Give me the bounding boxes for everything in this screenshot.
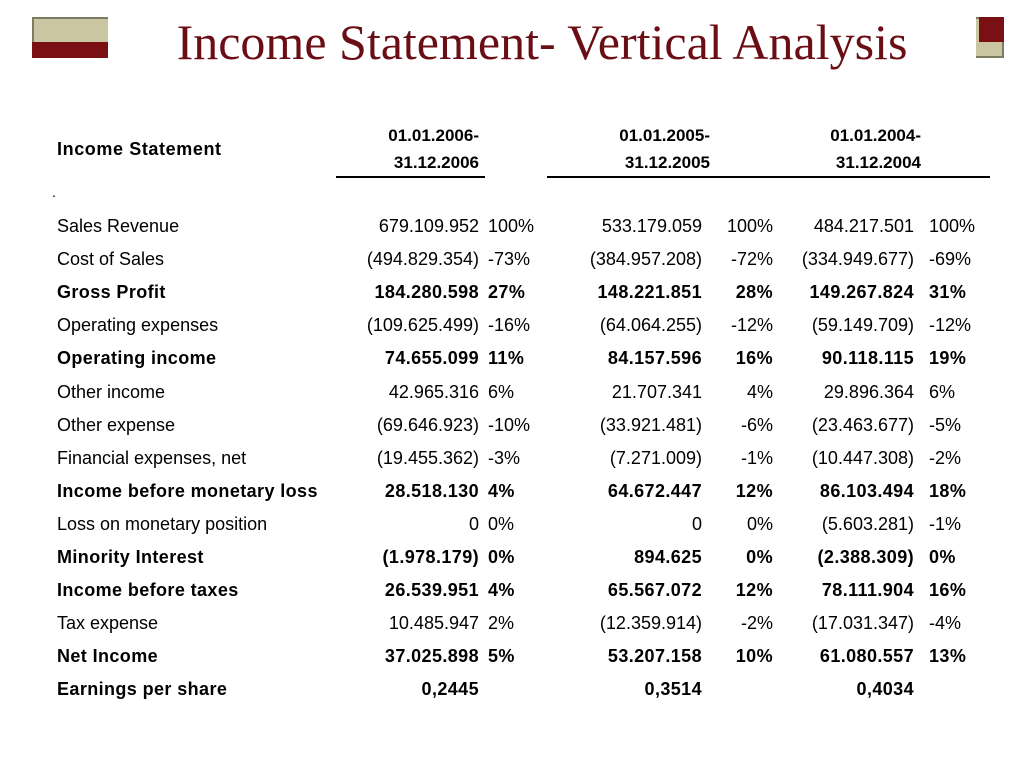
percent-2006: 11% — [488, 348, 525, 368]
value-2005: (384.957.208) — [589, 249, 702, 269]
row-label: Tax expense — [57, 613, 159, 633]
row-label: Net Income — [57, 646, 159, 666]
value-2006: 679.109.952 — [378, 216, 479, 236]
row-label: Gross Profit — [57, 282, 166, 302]
value-2004: 78.111.904 — [821, 580, 914, 600]
percent-2005: 0% — [746, 514, 773, 534]
period-2006-end: 31.12.2006 — [393, 153, 479, 172]
percent-2004: 31% — [929, 282, 967, 302]
row-label: Cost of Sales — [57, 249, 165, 269]
percent-2004: -2% — [929, 448, 962, 468]
slide-title: Income Statement- Vertical Analysis — [176, 14, 908, 70]
value-2006: 74.655.099 — [384, 348, 479, 368]
value-2005: 0,3514 — [644, 679, 702, 699]
percent-2004: 6% — [929, 382, 956, 402]
value-2005: 21.707.341 — [611, 382, 702, 402]
percent-2004: 16% — [929, 580, 967, 600]
value-2004: 149.267.824 — [809, 282, 914, 302]
table-header-label: Income Statement — [57, 139, 222, 159]
value-2004: 29.896.364 — [823, 382, 914, 402]
value-2004: (23.463.677) — [811, 415, 914, 435]
period-2004-end: 31.12.2004 — [835, 153, 921, 172]
percent-2004: -69% — [929, 249, 972, 269]
percent-2005: 100% — [726, 216, 773, 236]
value-2004: (17.031.347) — [811, 613, 914, 633]
percent-2006: 4% — [488, 481, 515, 501]
period-2006-start: 01.01.2006- — [388, 126, 479, 145]
percent-2006: 0% — [488, 547, 515, 567]
percent-2005: -2% — [740, 613, 773, 633]
percent-2004: -1% — [929, 514, 962, 534]
row-label: Sales Revenue — [57, 216, 180, 236]
header-rule-2006 — [336, 176, 485, 178]
value-2004: (10.447.308) — [811, 448, 914, 468]
value-2005: 64.672.447 — [607, 481, 702, 501]
percent-2006: 2% — [488, 613, 515, 633]
percent-2004: -12% — [929, 315, 972, 335]
value-2005: 84.157.596 — [607, 348, 702, 368]
percent-2004: 19% — [929, 348, 967, 368]
value-2005: (7.271.009) — [609, 448, 702, 468]
row-label: Financial expenses, net — [57, 448, 247, 468]
percent-2005: 10% — [735, 646, 773, 666]
value-2005: 0 — [691, 514, 702, 534]
value-2006: 26.539.951 — [384, 580, 479, 600]
period-2005-start: 01.01.2005- — [619, 126, 710, 145]
value-2006: 42.965.316 — [388, 382, 479, 402]
value-2005: 148.221.851 — [597, 282, 702, 302]
percent-2005: 28% — [735, 282, 773, 302]
percent-2005: -1% — [740, 448, 773, 468]
percent-2006: 27% — [488, 282, 526, 302]
value-2006: 0 — [468, 514, 479, 534]
value-2006: (1.978.179) — [382, 547, 479, 567]
percent-2006: -3% — [488, 448, 521, 468]
value-2006: 0,2445 — [421, 679, 479, 699]
row-label: Other income — [57, 382, 166, 402]
value-2005: 533.179.059 — [601, 216, 702, 236]
value-2006: (494.829.354) — [366, 249, 479, 269]
value-2004: (59.149.709) — [811, 315, 914, 335]
percent-2006: -16% — [488, 315, 531, 335]
percent-2005: 4% — [746, 382, 773, 402]
percent-2004: 0% — [929, 547, 956, 567]
percent-2005: 12% — [735, 481, 773, 501]
value-2005: (33.921.481) — [599, 415, 702, 435]
percent-2006: 100% — [488, 216, 535, 236]
percent-2006: -10% — [488, 415, 531, 435]
percent-2005: 0% — [746, 547, 773, 567]
value-2004: 90.118.115 — [821, 348, 914, 368]
percent-2006: 4% — [488, 580, 515, 600]
row-label: Operating expenses — [57, 315, 219, 335]
value-2006: (19.455.362) — [376, 448, 479, 468]
value-2004: 61.080.557 — [819, 646, 914, 666]
percent-2005: 16% — [735, 348, 773, 368]
row-marker: . — [52, 184, 56, 200]
percent-2005: -12% — [730, 315, 773, 335]
row-label: Operating income — [57, 348, 217, 368]
value-2004: (5.603.281) — [821, 514, 914, 534]
value-2004: 86.103.494 — [819, 481, 914, 501]
percent-2006: 5% — [488, 646, 515, 666]
percent-2004: 13% — [929, 646, 967, 666]
percent-2006: -73% — [488, 249, 531, 269]
period-2005-end: 31.12.2005 — [624, 153, 710, 172]
percent-2004: 100% — [929, 216, 976, 236]
header-rule-2005-2004 — [547, 176, 990, 178]
value-2004: (2.388.309) — [817, 547, 914, 567]
value-2004: 484.217.501 — [813, 216, 914, 236]
row-label: Income before monetary loss — [57, 481, 318, 501]
row-label: Minority Interest — [57, 547, 204, 567]
percent-2004: 18% — [929, 481, 967, 501]
value-2006: 10.485.947 — [388, 613, 479, 633]
percent-2005: 12% — [735, 580, 773, 600]
value-2006: (109.625.499) — [366, 315, 479, 335]
value-2006: 184.280.598 — [374, 282, 479, 302]
value-2006: 37.025.898 — [384, 646, 479, 666]
value-2006: (69.646.923) — [376, 415, 479, 435]
percent-2004: -5% — [929, 415, 962, 435]
percent-2005: -6% — [740, 415, 773, 435]
title-decor-red-left — [32, 42, 110, 58]
value-2005: 65.567.072 — [607, 580, 702, 600]
value-2005: (64.064.255) — [599, 315, 702, 335]
title-decor-red-right — [979, 17, 1004, 42]
value-2005: 53.207.158 — [607, 646, 702, 666]
percent-2006: 0% — [488, 514, 515, 534]
percent-2006: 6% — [488, 382, 515, 402]
period-2004-start: 01.01.2004- — [830, 126, 921, 145]
row-label: Other expense — [57, 415, 176, 435]
row-label: Earnings per share — [57, 679, 228, 699]
value-2004: 0,4034 — [856, 679, 914, 699]
row-label: Loss on monetary position — [57, 514, 268, 534]
row-label: Income before taxes — [57, 580, 239, 600]
value-2005: 894.625 — [634, 547, 702, 567]
value-2005: (12.359.914) — [599, 613, 702, 633]
value-2006: 28.518.130 — [384, 481, 479, 501]
percent-2004: -4% — [929, 613, 962, 633]
percent-2005: -72% — [730, 249, 773, 269]
value-2004: (334.949.677) — [801, 249, 914, 269]
